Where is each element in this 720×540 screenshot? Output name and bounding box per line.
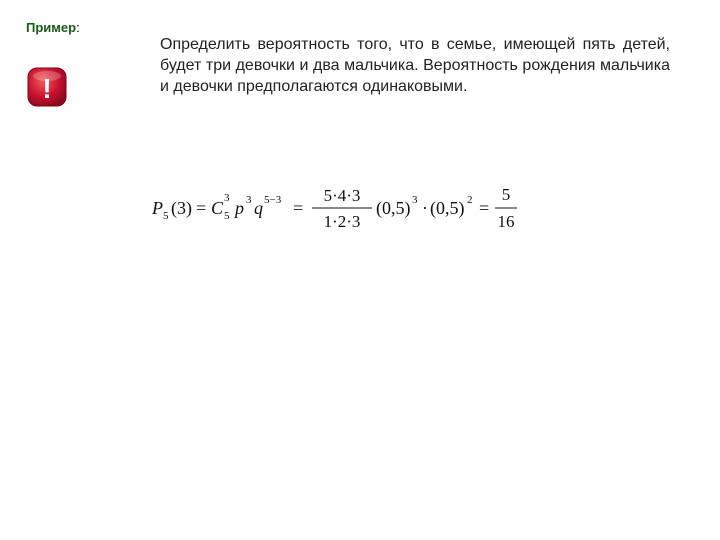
formula-p-sup: 3 [246,194,252,206]
formula-C-sup: 3 [224,192,230,204]
formula-frac2-den: 16 [497,212,515,231]
probability-formula [152,182,532,238]
exclamation-icon [26,66,68,108]
formula-eq2: = [293,198,304,218]
formula-factor2-sup: 2 [467,194,473,206]
formula-p: p [235,198,244,218]
formula-frac1-den: 1·2·3 [323,212,361,231]
formula-frac1-num: 5·4·3 [323,186,361,205]
formula-factor2: (0,5) [430,198,465,218]
formula-factor1: (0,5) [376,198,411,218]
formula-C-sub: 5 [224,210,230,222]
example-label [26,20,80,35]
example-label-colon: : [76,20,80,35]
problem-statement: Определить вероятность того, что в семье, имеющей пять детей, будет три девочки и два мальчика. Вероятность рождения мальчика и девочки предполагаются одинаковыми. [160,36,670,95]
formula-frac2-num: 5 [501,185,511,204]
example-label-text: Пример [26,20,77,35]
formula-q-sup: 5−3 [264,194,282,206]
formula-eq1: = [196,198,207,218]
formula-q: q [254,198,263,218]
formula-P: P [152,198,163,218]
formula-P-arg: (3) [171,198,192,218]
formula-C: C [211,198,224,218]
exclamation-glyph: ! [42,73,52,104]
formula-dot: · [422,198,428,218]
formula-factor1-sup: 3 [412,194,418,206]
formula-P-sub: 5 [163,210,169,222]
formula-eq3: = [479,198,490,218]
